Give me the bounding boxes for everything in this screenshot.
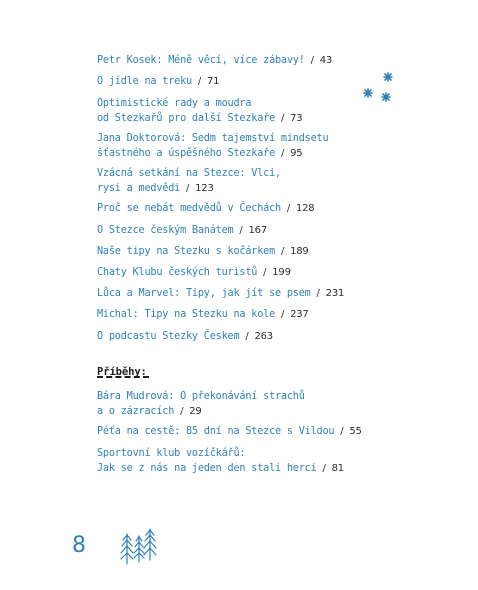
toc-entry-title: Michal: Tipy na Stezku na kole	[97, 309, 276, 320]
toc-entry-title: šťastného a úspěšného Stezkaře	[97, 148, 276, 159]
toc-separator: /	[280, 246, 285, 257]
toc-entry	[97, 424, 397, 439]
stories-heading-underline	[97, 376, 149, 384]
toc-separator: /	[322, 463, 326, 474]
toc-separator: /	[310, 55, 314, 66]
toc-entry-title: od Stezkařů pro další Stezkaře	[97, 113, 276, 124]
toc-entry-title: rysi a medvědi	[97, 183, 181, 194]
toc-entry	[97, 329, 397, 344]
toc-entry-title: Petr Kosek: Méně věcí, více zábavy!	[97, 55, 305, 66]
toc-entry	[97, 265, 397, 280]
toc-page-number: 43	[319, 55, 333, 66]
toc-entry	[97, 201, 397, 216]
toc-entry-title: Jak se z nás na jeden den stali herci	[97, 463, 317, 474]
toc-entry-title: Lůca a Marvel: Tipy, jak jít se psem	[97, 288, 311, 299]
toc-entry-title: Naše tipy na Stezku s kočárkem	[97, 246, 276, 257]
toc-separator: /	[316, 288, 320, 299]
toc-entry-title: a o zázracích	[97, 406, 175, 417]
toc-separator: /	[280, 309, 285, 320]
toc-entry-title: O Stezce českým Banátem	[97, 225, 234, 236]
toc-page-number: 123	[195, 183, 214, 194]
pine-trees-icon	[119, 526, 159, 566]
toc-page-number: 189	[290, 246, 309, 257]
toc-entry	[97, 96, 397, 126]
toc-page-number: 73	[290, 113, 303, 124]
toc-separator: /	[340, 426, 344, 437]
toc-page-number: 237	[290, 309, 309, 320]
toc-separator: /	[180, 406, 184, 417]
toc-page-number: 71	[206, 76, 220, 87]
toc-separator: /	[280, 113, 285, 124]
toc-page-number: 263	[254, 331, 273, 342]
toc-page-number: 167	[248, 225, 268, 236]
toc-separator: /	[263, 267, 267, 278]
toc-entry	[97, 223, 397, 238]
toc-entry	[97, 53, 397, 68]
stars-icon	[362, 71, 396, 105]
stories-heading: Příběhy:	[97, 366, 147, 378]
toc-entry	[97, 166, 397, 196]
page-number: 8	[72, 533, 86, 558]
toc-entry-title: Sportovní klub vozíčkářů:	[97, 448, 246, 459]
toc-entry	[97, 74, 397, 89]
toc-entry	[97, 286, 397, 301]
toc-page-number: 199	[272, 267, 291, 278]
toc-entry-title: Optimistické rady a moudra	[97, 98, 252, 109]
toc-page-number: 29	[189, 406, 202, 417]
toc-separator: /	[245, 331, 249, 342]
toc-entry-title: Péťa na cestě: 85 dní na Stezce s Vildou	[97, 426, 335, 437]
toc-entry	[97, 389, 397, 419]
toc-separator: /	[280, 148, 285, 159]
toc-page-number: 55	[349, 426, 362, 437]
toc-entry	[97, 244, 397, 259]
toc-page-number: 231	[325, 288, 345, 299]
toc-entry-title: Chaty Klubu českých turistů	[97, 267, 258, 278]
toc-entry-title: Vzácná setkání na Stezce: Vlci,	[97, 168, 281, 179]
toc-entry	[97, 446, 397, 476]
toc-entry	[97, 131, 397, 161]
toc-separator: /	[197, 76, 202, 87]
toc-separator: /	[239, 225, 243, 236]
toc-entry-title: O jídle na treku	[97, 76, 192, 87]
toc-entry-title: O podcastu Stezky Českem	[97, 331, 240, 342]
toc-page-number: 128	[295, 203, 315, 214]
toc-separator: /	[286, 203, 291, 214]
toc-entry-title: Proč se nebát medvědů v Čechách	[97, 203, 281, 214]
toc-entry-title: Jana Doktorová: Sedm tajemství mindsetu	[97, 133, 329, 144]
toc-page-number: 95	[290, 148, 303, 159]
toc-entry-title: Bára Mudrová: O překonávání strachů	[97, 391, 305, 402]
toc-separator: /	[186, 183, 190, 194]
toc-entry	[97, 307, 397, 322]
toc-page-number: 81	[331, 463, 344, 474]
